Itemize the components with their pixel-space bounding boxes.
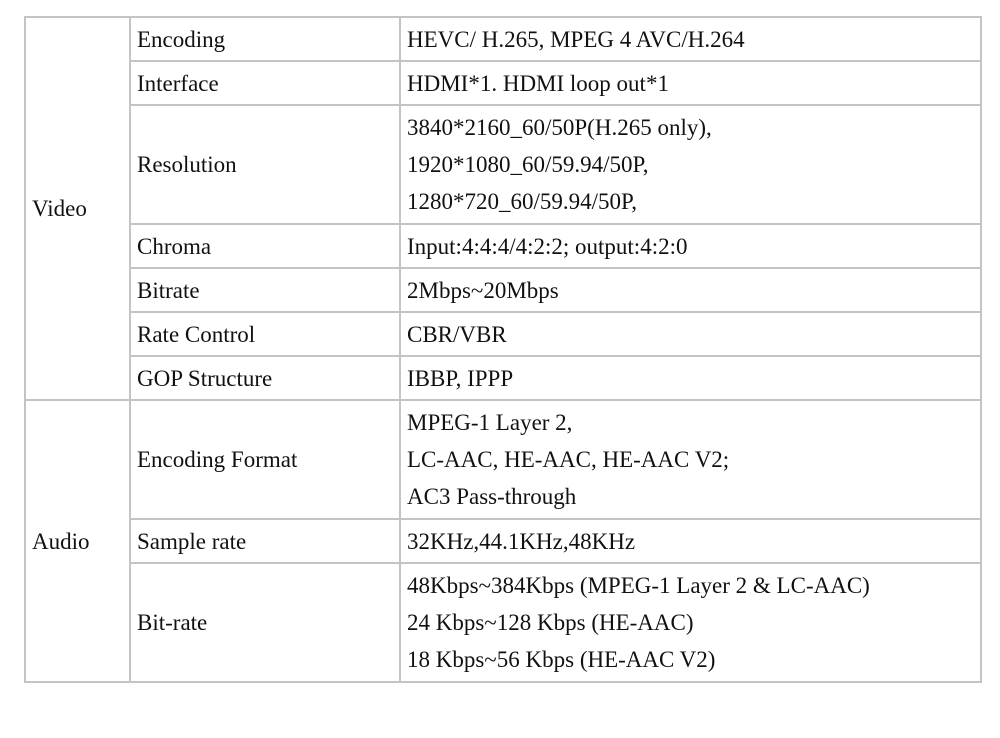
spec-value [400, 519, 981, 563]
spec-value [400, 105, 981, 224]
group-cell-video: Video [25, 17, 130, 400]
spec-name: Bitrate [130, 268, 400, 312]
spec-value-line: 2Mbps~20Mbps [407, 277, 559, 303]
spec-name: Rate Control [130, 312, 400, 356]
spec-row-encoding [25, 17, 981, 61]
spec-row-encoding-format [25, 400, 981, 519]
spec-name: Resolution [130, 105, 400, 224]
spec-name: GOP Structure [130, 356, 400, 400]
spec-row-bitrate [25, 268, 981, 312]
spec-value [400, 356, 981, 400]
spec-name: Sample rate [130, 519, 400, 563]
spec-row-bit-rate [25, 563, 981, 682]
spec-row-chroma [25, 224, 981, 268]
spec-value-line: 32KHz,44.1KHz,48KHz [407, 528, 636, 554]
spec-row-sample-rate [25, 519, 981, 563]
spec-name: Chroma [130, 224, 400, 268]
group-cell-audio: Audio [25, 400, 130, 682]
spec-value-line: MPEG-1 Layer 2, [407, 410, 573, 435]
spec-value [400, 400, 981, 519]
spec-name: Interface [130, 61, 400, 105]
spec-value-line: 24 Kbps~128 Kbps (HE-AAC) [407, 610, 694, 635]
spec-row-resolution [25, 105, 981, 224]
spec-row-rate-control [25, 312, 981, 356]
spec-name: Bit-rate [130, 563, 400, 682]
spec-value [400, 17, 981, 61]
spec-value [400, 268, 981, 312]
spec-name: Encoding [130, 17, 400, 61]
spec-name: Encoding Format [130, 400, 400, 519]
spec-value-line: 1920*1080_60/59.94/50P, [407, 152, 649, 177]
spec-value [400, 224, 981, 268]
spec-value-line: 48Kbps~384Kbps (MPEG-1 Layer 2 & LC-AAC) [407, 573, 870, 598]
spec-row-gop-structure [25, 356, 981, 400]
spec-value [400, 563, 981, 682]
spec-value-line: HDMI*1. HDMI loop out*1 [407, 70, 669, 96]
spec-value-line: Input:4:4:4/4:2:2; output:4:2:0 [407, 233, 688, 259]
spec-value-line: CBR/VBR [407, 321, 507, 347]
spec-value [400, 312, 981, 356]
spec-value-line: 3840*2160_60/50P(H.265 only), [407, 115, 712, 140]
spec-value-line: IBBP, IPPP [407, 365, 514, 391]
spec-value-line: AC3 Pass-through [407, 484, 577, 509]
spec-value-line: LC-AAC, HE-AAC, HE-AAC V2; [407, 447, 730, 472]
spec-value-line: 1280*720_60/59.94/50P, [407, 189, 638, 214]
spec-value-line: HEVC/ H.265, MPEG 4 AVC/H.264 [407, 26, 745, 52]
spec-row-interface [25, 61, 981, 105]
spec-table [24, 16, 982, 683]
spec-value [400, 61, 981, 105]
spec-value-line: 18 Kbps~56 Kbps (HE-AAC V2) [407, 647, 716, 672]
